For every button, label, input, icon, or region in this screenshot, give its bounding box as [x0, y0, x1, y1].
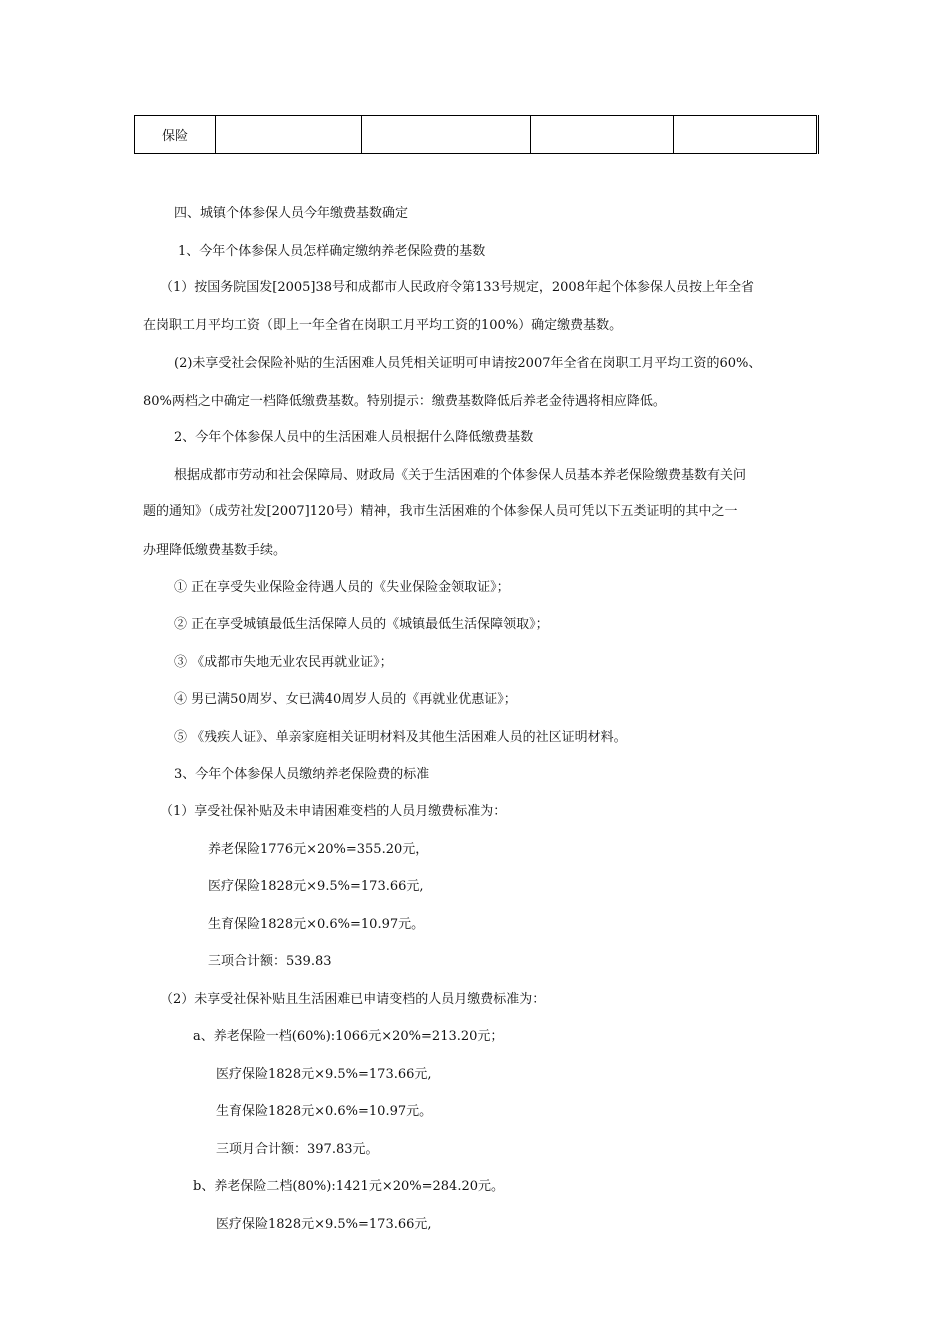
list-item: ① 正在享受失业保险金待遇人员的《失业保险金领取证》；	[174, 580, 510, 595]
calc-line: 生育保险1828元×0.6%=10.97元。	[208, 917, 425, 932]
paragraph-line: 题的通知》（成劳社发[2007]120号）精神，我市生活困难的个体参保人员可凭以下五类证明的其中之一	[143, 504, 738, 519]
calc-line: b、养老保险二档(80%):1421元×20%=284.20元。	[193, 1179, 504, 1194]
subsection-heading: 1、今年个体参保人员怎样确定缴纳养老保险费的基数	[178, 244, 486, 259]
calc-line: 医疗保险1828元×9.5%=173.66元,	[216, 1217, 432, 1232]
paragraph-line: 80%两档之中确定一档降低缴费基数。特别提示：缴费基数降低后养老金待遇将相应降低。	[143, 394, 666, 409]
calc-line: a、养老保险一档(60%):1066元×20%=213.20元；	[193, 1029, 504, 1044]
table-cell	[674, 116, 818, 154]
section-heading: 四、城镇个体参保人员今年缴费基数确定	[174, 206, 409, 221]
calc-line: 医疗保险1828元×9.5%=173.66元,	[208, 879, 424, 894]
calc-total: 三项合计额：539.83	[208, 954, 332, 969]
calc-line: 养老保险1776元×20%=355.20元，	[208, 842, 429, 857]
paragraph-line: 办理降低缴费基数手续。	[143, 543, 287, 558]
calc-line: 医疗保险1828元×9.5%=173.66元,	[216, 1067, 432, 1082]
table-cell	[531, 116, 674, 154]
paragraph-line: （2）未享受社保补贴且生活困难已申请变档的人员月缴费标准为：	[160, 992, 546, 1007]
paragraph-line: 根据成都市劳动和社会保障局、财政局《关于生活困难的个体参保人员基本养老保险缴费基数有关问	[174, 468, 747, 483]
subsection-heading: 3、今年个体参保人员缴纳养老保险费的标准	[174, 767, 430, 782]
table-cell	[216, 116, 362, 154]
paragraph-line: （1）享受社保补贴及未申请困难变档的人员月缴费标准为：	[160, 804, 507, 819]
insurance-table	[134, 115, 819, 154]
calc-line: 生育保险1828元×0.6%=10.97元。	[216, 1104, 433, 1119]
list-item: ⑤ 《残疾人证》、单亲家庭相关证明材料及其他生活困难人员的社区证明材料。	[174, 730, 627, 745]
paragraph-line: 在岗职工月平均工资（即上一年全省在岗职工月平均工资的100%）确定缴费基数。	[143, 318, 623, 333]
table-cell	[362, 116, 531, 154]
table-row	[135, 116, 818, 154]
calc-total: 三项月合计额：397.83元。	[216, 1142, 379, 1157]
list-item: ④ 男已满50周岁、女已满40周岁人员的《再就业优惠证》；	[174, 692, 517, 707]
list-item: ② 正在享受城镇最低生活保障人员的《城镇最低生活保障领取》；	[174, 617, 549, 632]
paragraph-line: （1）按国务院国发[2005]38号和成都市人民政府令第133号规定，2008年起个体参保人员按上年全省	[160, 280, 754, 295]
list-item: ③ 《成都市失地无业农民再就业证》；	[174, 655, 393, 670]
table-cell-label: 保险	[135, 116, 216, 154]
subsection-heading: 2、今年个体参保人员中的生活困难人员根据什么降低缴费基数	[174, 430, 534, 445]
paragraph-line: (2)未享受社会保险补贴的生活困难人员凭相关证明可申请按2007年全省在岗职工月平均工资的60%、	[174, 356, 762, 371]
